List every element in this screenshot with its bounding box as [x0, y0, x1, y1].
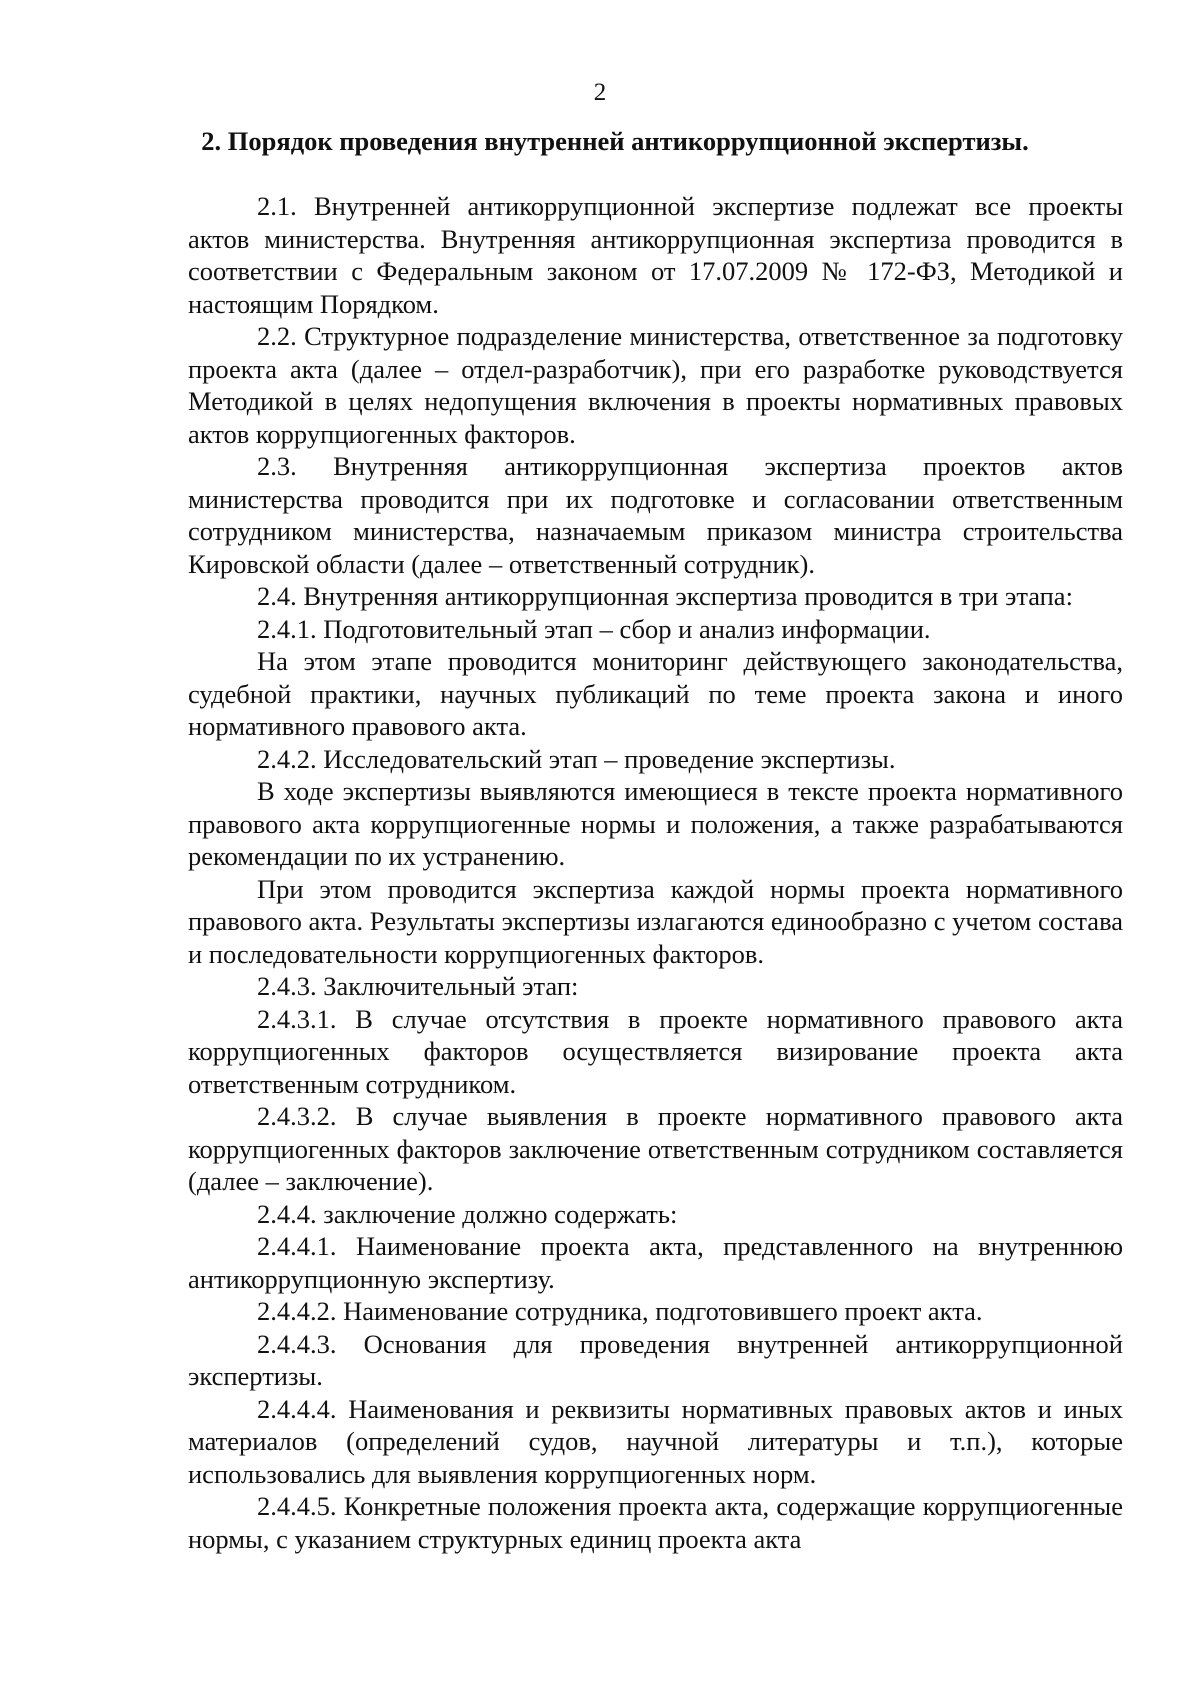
paragraph-2-1: 2.1. Внутренней антикоррупционной экспертизе подлежат все проекты актов министерства. Внутренняя антикоррупционная экспертиза проводится в соответствии с Федеральным законом от 17.07.2009 № 172-ФЗ, Методикой и настоящим Порядком. — [188, 191, 1123, 319]
paragraph-2-4-4-4: 2.4.4.4. Наименования и реквизиты нормативных правовых актов и иных материалов (определений судов, научной литературы и т.п.), которые использовались для выявления коррупциогенных норм. — [188, 1393, 1123, 1489]
paragraph-2-4-4: 2.4.4. заключение должно содержать: — [257, 1198, 678, 1229]
section-heading: 2. Порядок проведения внутренней антикоррупционной экспертизы. — [201, 126, 1029, 156]
paragraph-2-3: 2.3. Внутренняя антикоррупционная экспертиза проектов актов министерства проводится при их подготовке и согласовании ответственным сотрудником министерства, назначаемым приказом министра строительства Кировской области (далее – ответственный сотрудник). — [188, 451, 1123, 579]
paragraph-2-4-3: 2.4.3. Заключительный этап: — [257, 971, 579, 1001]
page-number: 2 — [593, 79, 607, 106]
paragraph-2-4-4-1: 2.4.4.1. Наименование проекта акта, представленного на внутреннюю антикоррупционную экспертизу. — [188, 1231, 1123, 1294]
paragraph-2-4-4-3: 2.4.4.3. Основания для проведения внутренней антикоррупционной экспертизы. — [188, 1328, 1123, 1391]
paragraph-2-4-3-2: 2.4.3.2. В случае выявления в проекте нормативного правового акта коррупциогенных факторов заключение ответственным сотрудником составляется (далее – заключение). — [188, 1101, 1123, 1196]
paragraph-2-4-2: 2.4.2. Исследовательский этап – проведение экспертизы. — [257, 743, 896, 774]
paragraph-2-4-4-5: 2.4.4.5. Конкретные положения проекта акта, содержащие коррупциогенные нормы, с указанием структурных единиц проекта акта — [188, 1491, 1123, 1554]
paragraph-expertise-norms: При этом проводится экспертиза каждой нормы проекта нормативного правового акта. Результаты экспертизы излагаются единообразно с учетом состава и последовательности коррупциогенных факторов. — [188, 873, 1123, 969]
paragraph-2-4-1: 2.4.1. Подготовительный этап – сбор и анализ информации. — [257, 613, 931, 644]
paragraph-2-4-4-2: 2.4.4.2. Наименование сотрудника, подготовившего проект акта. — [257, 1296, 983, 1326]
paragraph-2-4: 2.4. Внутренняя антикоррупционная экспертиза проводится в три этапа: — [257, 581, 1073, 611]
paragraph-2-2: 2.2. Структурное подразделение министерства, ответственное за подготовку проекта акта (далее – отдел-разработчик), при его разработке руководствуется Методикой в целях недопущения включения в проекты нормативных правовых актов коррупциогенных факторов. — [188, 321, 1123, 449]
document-body — [188, 190, 1123, 1555]
paragraph-monitoring: На этом этапе проводится мониторинг действующего законодательства, судебной практики, научных публикаций по теме проекта закона и иного нормативного правового акта. — [188, 646, 1123, 741]
paragraph-expertise-findings: В ходе экспертизы выявляются имеющиеся в тексте проекта нормативного правового акта коррупциогенные нормы и положения, а также разрабатываются рекомендации по их устранению. — [188, 776, 1123, 871]
paragraph-2-4-3-1: 2.4.3.1. В случае отсутствия в проекте нормативного правового акта коррупциогенных факторов осуществляется визирование проекта акта ответственным сотрудником. — [188, 1003, 1123, 1099]
